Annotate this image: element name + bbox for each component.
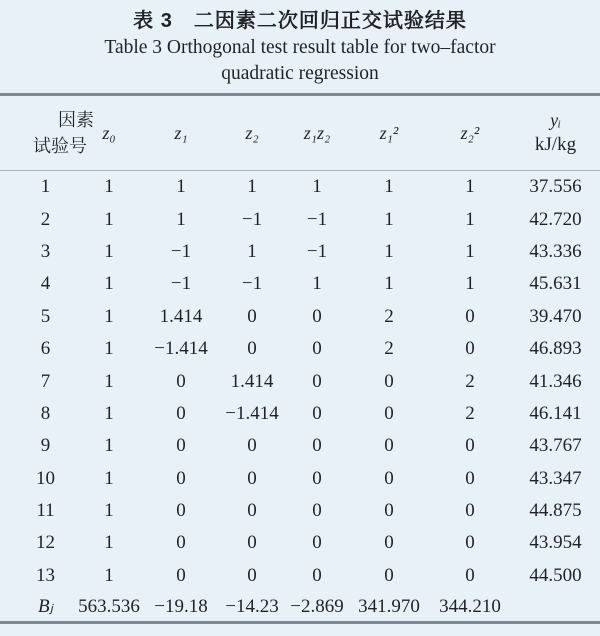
value-cell: 1	[247, 240, 257, 262]
footer-value-cell: −2.869	[290, 595, 344, 617]
value-cell: 0	[312, 370, 322, 392]
value-cell: 0	[312, 402, 322, 424]
trial-number-cell: 3	[40, 240, 51, 262]
col-header-z2: z₂	[219, 95, 285, 171]
y-unit-label: kJ/kg	[534, 134, 577, 155]
table-row	[0, 301, 600, 333]
value-cell: 42.720	[529, 208, 582, 230]
value-cell: 1.414	[230, 370, 274, 392]
results-table	[0, 93, 600, 624]
value-cell: 44.875	[529, 500, 582, 522]
value-cell: 0	[312, 305, 322, 327]
value-cell: 1	[312, 176, 322, 198]
value-cell: 37.556	[529, 176, 582, 198]
value-cell: 1	[465, 273, 475, 295]
value-cell: 2	[384, 305, 394, 327]
value-cell: 43.336	[529, 240, 582, 262]
table-title-zh: 表 3 二因素二次回归正交试验结果	[133, 10, 467, 32]
value-cell: 43.767	[529, 435, 582, 457]
value-cell: 1	[384, 176, 394, 198]
value-cell: 0	[176, 564, 186, 586]
trial-number-cell: 1	[40, 176, 51, 198]
trial-number-cell: 8	[40, 402, 51, 424]
value-cell: 0	[312, 467, 322, 489]
table-row	[0, 333, 600, 365]
trial-number-cell: 6	[40, 338, 51, 360]
value-cell: 1	[104, 338, 114, 360]
table-row	[0, 365, 600, 397]
value-cell: 0	[312, 500, 322, 522]
value-cell: −1.414	[154, 338, 208, 360]
table-row	[0, 527, 600, 559]
table-row	[0, 171, 600, 204]
value-cell: 0	[465, 467, 475, 489]
table-row	[0, 495, 600, 527]
trial-number-cell: 5	[40, 305, 51, 327]
value-cell: 1	[384, 240, 394, 262]
value-cell: 0	[465, 564, 475, 586]
footer-value-cell: −14.23	[225, 595, 279, 617]
value-cell: 0	[384, 467, 394, 489]
value-cell: 0	[465, 305, 475, 327]
value-cell: 1	[465, 176, 475, 198]
trial-number-cell: 7	[40, 370, 51, 392]
value-cell: 2	[465, 402, 475, 424]
value-cell: 0	[176, 467, 186, 489]
value-cell: 1	[104, 402, 114, 424]
table-row	[0, 463, 600, 495]
value-cell: 0	[384, 402, 394, 424]
footer-row	[0, 592, 600, 623]
value-cell: −1	[241, 208, 263, 230]
value-cell: 0	[247, 564, 257, 586]
table-row	[0, 268, 600, 300]
value-cell: 0	[465, 435, 475, 457]
table-row	[0, 560, 600, 592]
col-header-z2sq: z₂²	[429, 95, 511, 171]
value-cell: 1	[104, 176, 114, 198]
value-cell: 1	[104, 467, 114, 489]
table-title-en-line2: quadratic regression	[221, 63, 379, 84]
value-cell: 2	[384, 338, 394, 360]
table-row	[0, 203, 600, 235]
col-header-z1: z₁	[143, 95, 219, 171]
value-cell: 1	[384, 208, 394, 230]
value-cell: 0	[465, 338, 475, 360]
col-header-y	[511, 95, 600, 171]
corner-factor-label: 因素	[58, 110, 94, 130]
value-cell: 0	[247, 338, 257, 360]
col-header-z0: z₀	[75, 95, 143, 171]
value-cell: 0	[247, 467, 257, 489]
trial-number-cell: 11	[36, 500, 55, 522]
value-cell: 0	[312, 338, 322, 360]
value-cell: 0	[247, 305, 257, 327]
value-cell: 0	[176, 500, 186, 522]
value-cell: 2	[465, 370, 475, 392]
value-cell: 1	[104, 240, 114, 262]
value-cell: 46.893	[529, 338, 582, 360]
corner-trial-label: 试验号	[33, 136, 87, 156]
value-cell: 43.347	[529, 467, 582, 489]
value-cell: 0	[384, 564, 394, 586]
value-cell: 45.631	[529, 273, 582, 295]
footer-value-cell: 341.970	[358, 595, 420, 617]
value-cell: 1	[104, 305, 114, 327]
value-cell: 1	[104, 208, 114, 230]
value-cell: 0	[247, 532, 257, 554]
value-cell: 0	[384, 370, 394, 392]
value-cell: 1	[465, 208, 475, 230]
value-cell: 1.414	[159, 305, 203, 327]
table-row	[0, 236, 600, 268]
value-cell: −1	[306, 240, 328, 262]
trial-number-cell: 13	[36, 564, 55, 586]
value-cell: 0	[176, 435, 186, 457]
value-cell: 0	[465, 500, 475, 522]
value-cell: 1	[104, 273, 114, 295]
value-cell: 0	[176, 402, 186, 424]
value-cell: 0	[312, 564, 322, 586]
value-cell: −1	[170, 273, 192, 295]
value-cell: 44.500	[529, 564, 582, 586]
value-cell: 1	[104, 435, 114, 457]
value-cell: 1	[247, 176, 257, 198]
value-cell: 1	[104, 500, 114, 522]
corner-header	[0, 95, 94, 171]
trial-number-cell: 10	[36, 467, 55, 489]
value-cell: 1	[465, 240, 475, 262]
trial-number-cell: 9	[40, 435, 51, 457]
footer-empty-cell	[511, 592, 600, 623]
footer-value-cell: 563.536	[78, 595, 140, 617]
value-cell: 0	[176, 532, 186, 554]
value-cell: −1	[170, 240, 192, 262]
table-title-en-line1: Table 3 Orthogonal test result table for two–factor	[104, 37, 496, 58]
value-cell: −1	[306, 208, 328, 230]
value-cell: 0	[384, 500, 394, 522]
value-cell: 1	[384, 273, 394, 295]
value-cell: 43.954	[529, 532, 582, 554]
value-cell: 0	[312, 435, 322, 457]
value-cell: 0	[176, 370, 186, 392]
trial-number-cell: 2	[40, 208, 51, 230]
footer-value-cell: −19.18	[154, 595, 208, 617]
col-header-z1z2: z₁z₂	[285, 95, 349, 171]
value-cell: 0	[465, 532, 475, 554]
y-symbol-label: yᵢ	[550, 110, 561, 130]
value-cell: 0	[384, 532, 394, 554]
value-cell: 0	[247, 500, 257, 522]
footer-bj-label: Bⱼ	[38, 596, 53, 618]
header-row	[0, 95, 600, 171]
value-cell: 0	[247, 435, 257, 457]
value-cell: 1	[104, 564, 114, 586]
value-cell: 0	[384, 435, 394, 457]
value-cell: 1	[176, 176, 186, 198]
trial-number-cell: 4	[40, 273, 51, 295]
value-cell: 39.470	[529, 305, 582, 327]
value-cell: 0	[312, 532, 322, 554]
value-cell: 1	[312, 273, 322, 295]
value-cell: −1.414	[225, 402, 279, 424]
value-cell: 1	[176, 208, 186, 230]
value-cell: −1	[241, 273, 263, 295]
value-cell: 1	[104, 370, 114, 392]
table-row	[0, 430, 600, 462]
value-cell: 46.141	[529, 402, 582, 424]
trial-number-cell: 12	[36, 532, 55, 554]
value-cell: 41.346	[529, 370, 582, 392]
table-row	[0, 398, 600, 430]
footer-value-cell: 344.210	[439, 595, 501, 617]
value-cell: 1	[104, 532, 114, 554]
col-header-z1sq: z₁²	[349, 95, 429, 171]
